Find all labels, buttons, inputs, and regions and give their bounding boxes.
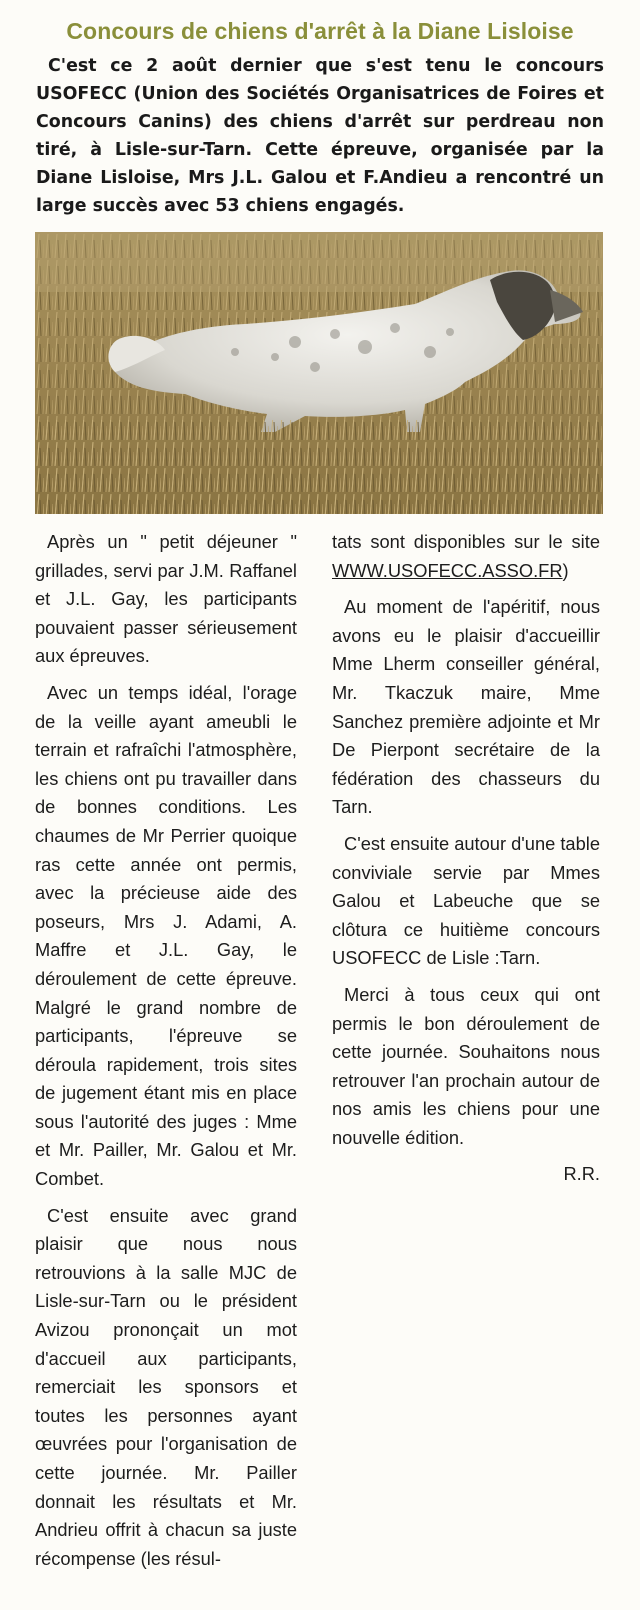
continuation-end: )	[562, 559, 569, 581]
paragraph: C'est ensuite avec grand plaisir que nous nous retrouvions à la salle MJC de Lisle-sur-Tarn ou le président Avizou prononçait un mot d'accueil aux participants, remerciait les sponsors et toutes les personnes ayant œuvrées pour l'organisation de cette journée. Mr. Pailler donnait les résultats et Mr. Andrieu offrit à chacun sa juste récompense (les résul-	[35, 1204, 297, 1569]
paragraph: Merci à tous ceux qui ont permis le bon déroulement de cette journée. Souhaitons nous retrouver l'an prochain autour de nos amis les chiens pour une nouvelle édition.	[332, 983, 600, 1148]
article-lead: C'est ce 2 août dernier que s'est tenu le concours USOFECC (Union des Sociétés Organisatrices de Foires et Concours Canins) des chiens d'arrêt sur perdreau non tiré, à Lisle-sur-Tarn. Cette épreuve, organisée par la Diane Lisloise, Mrs J.L. Galou et F.Andieu a rencontré un large succès avec 53 chiens engagés.	[36, 56, 604, 216]
setter-dog-photo-icon	[35, 232, 603, 514]
paragraph-continuation	[332, 528, 600, 585]
paragraph: C'est ensuite autour d'une table conviviale servie par Mmes Galou et Labeuche que se clôtura ce huitième concours USOFECC de Lisle :Tarn.	[332, 832, 600, 969]
right-column	[332, 528, 600, 1189]
paragraph: Avec un temps idéal, l'orage de la veille ayant ameubli le terrain et rafraîchi l'atmosphère, les chiens ont pu travailler dans de bonnes conditions. Les chaumes de Mr Perrier quoique ras cette année ont permis, avec la précieuse aide des poseurs, Mrs J. Adami, A. Maffre et J.L. Gay, le déroulement de cette épreuve. Malgré le grand nombre de participants, l'épreuve se déroula rapidement, trois sites de jugement étant mis en place sous l'autorité des juges : Mme et Mr. Pailler, Mr. Galou et Mr. Combet.	[35, 681, 297, 1190]
paragraph: Après un " petit déjeuner " grillades, servi par J.M. Raffanel et J.L. Gay, les participants pouvaient passer sérieusement aux épreuves.	[35, 531, 297, 667]
usofecc-website-link[interactable]: WWW.USOFECC.ASSO.FR	[332, 559, 563, 581]
continuation-text: tats sont disponibles sur le site	[332, 531, 600, 552]
paragraph: Au moment de l'apéritif, nous avons eu le plaisir d'accueillir Mme Lherm conseiller général, Mr. Tkaczuk maire, Mme Sanchez première adjointe et Mr De Pierpont secrétaire de la fédération des chasseurs du Tarn.	[332, 596, 600, 818]
article-photo	[35, 232, 603, 514]
article-title: Concours de chiens d'arrêt à la Diane Lisloise	[66, 18, 574, 44]
author-signature: R.R.	[563, 1163, 600, 1185]
left-column	[35, 528, 297, 1581]
